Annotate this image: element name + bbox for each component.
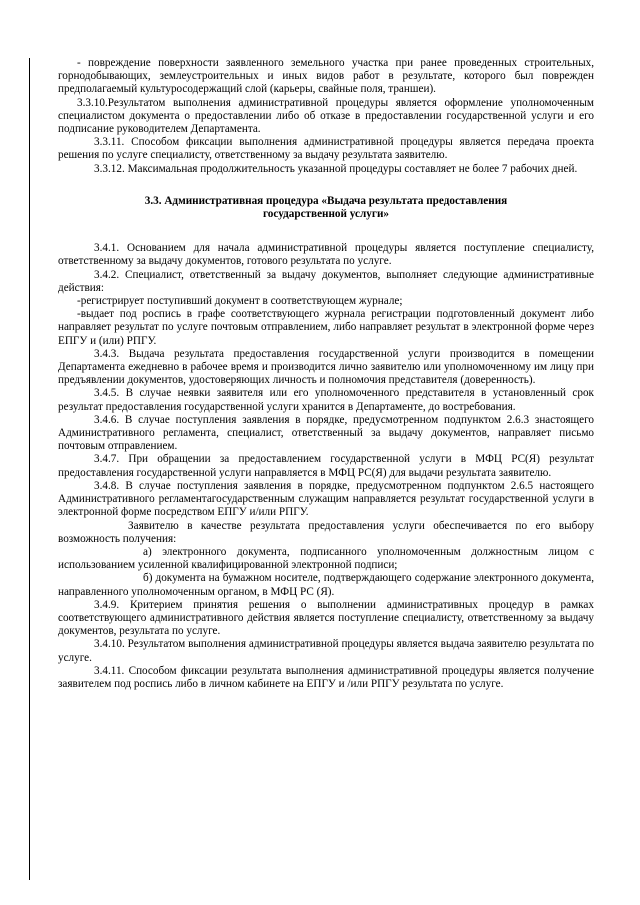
paragraph-3-4-10: 3.4.10. Результатом выполнения административной процедуры является выдача заявителю результата по услуге. [58, 638, 594, 664]
paragraph-3-4-6: 3.4.6. В случае поступления заявления в порядке, предусмотренном подпунктом 2.6.3 знастоящего Административного регламента, специалист, ответственный за выдачу документов, направляет письмо почтовым отправлением. [58, 413, 594, 453]
section-heading-line1: 3.3. Административная процедура «Выдача результата предоставления [144, 194, 508, 207]
document-body [58, 57, 594, 691]
paragraph-register-item: -регистрирует поступивший документ в соответствующем журнале; [77, 295, 403, 308]
section-heading-line2: государственной услуги» [263, 208, 389, 221]
paragraph-3-4-3: 3.4.3. Выдача результата предоставления государственной услуги производится в помещении Департамента ежедневно в рабочее время и производится лично заявителю или уполномоченному им лицу при предъявлении документов, удостоверяющих личность и полномочия представителя (доверенность). [58, 347, 594, 387]
paragraph-3-3-10: 3.3.10.Результатом выполнения административной процедуры является оформление уполномоченным специалистом документа о предоставлении либо об отказе в предоставлении государственной услуги и его подписание руководителем Департамента. [58, 96, 594, 136]
paragraph-3-4-7: 3.4.7. При обращении за предоставлением государственной услуги в МФЦ РС(Я) результат предоставления государственной услуги направляется в МФЦ РС(Я) для выдачи результата заявителю. [58, 453, 594, 479]
paragraph-applicant-choice: Заявителю в качестве результата предоставления услуги обеспечивается по его выбору возможность получения: [58, 519, 594, 545]
paragraph-option-b: б) документа на бумажном носителе, подтверждающего содержание электронного документа, направленного уполномоченным органом, в МФЦ РС (Я). [58, 572, 594, 598]
paragraph-3-3-12: 3.3.12. Максимальная продолжительность указанной процедуры составляет не более 7 рабочих дней. [94, 162, 578, 175]
paragraph-3-4-1: 3.4.1. Основанием для начала административной процедуры является поступление специалисту, ответственному за выдачу документов, готового результата по услуге. [58, 242, 594, 268]
paragraph-3-4-8: 3.4.8. В случае поступления заявления в порядке, предусмотренном подпунктом 2.6.5 настоящего Административного регламентагосударственным служащим направляется результат государственной услуги в электронной форме посредством ЕПГУ и/или РПГУ. [58, 479, 594, 519]
section-heading-3-3 [58, 195, 594, 221]
paragraph-issue-item: -выдает под роспись в графе соответствующего журнала регистрации подготовленный документ либо направляет результат по услуге почтовым отправлением, либо направляет результат в электронной форме через ЕПГУ и (или) РПГУ. [58, 308, 594, 347]
paragraph-3-4-11: 3.4.11. Способом фиксации результата выполнения административной процедуры является получение заявителем под роспись либо в личном кабинете на ЕПГУ и /или РПГУ результата по услуге. [58, 664, 594, 690]
paragraph-damage-note: - повреждение поверхности заявленного земельного участка при ранее проведенных строительных, горнодобывающих, землеустроительных и иных видов работ в результате, которого был поврежден предполагаемый культуросодержащий слой (карьеры, свайные поля, траншеи). [58, 57, 594, 96]
left-margin-rule [29, 58, 30, 880]
paragraph-3-4-2: 3.4.2. Специалист, ответственный за выдачу документов, выполняет следующие административные действия: [58, 268, 594, 294]
paragraph-3-3-11: 3.3.11. Способом фиксации выполнения административной процедуры является передача проекта решения по услуге специалисту, ответственному за выдачу результата заявителю. [58, 136, 594, 162]
paragraph-3-4-5: 3.4.5. В случае неявки заявителя или его уполномоченного представителя в установленный срок результат предоставления государственной услуги хранится в Департаменте, до востребования. [58, 387, 594, 413]
paragraph-option-a: а) электронного документа, подписанного уполномоченным должностным лицом с использованием усиленной квалифицированной электронной подписи; [58, 545, 594, 572]
paragraph-3-4-9: 3.4.9. Критерием принятия решения о выполнении административных процедур в рамках соответствующего административного действия является поступление специалисту, ответственному за выдачу документов, результата по услуге. [58, 598, 594, 638]
